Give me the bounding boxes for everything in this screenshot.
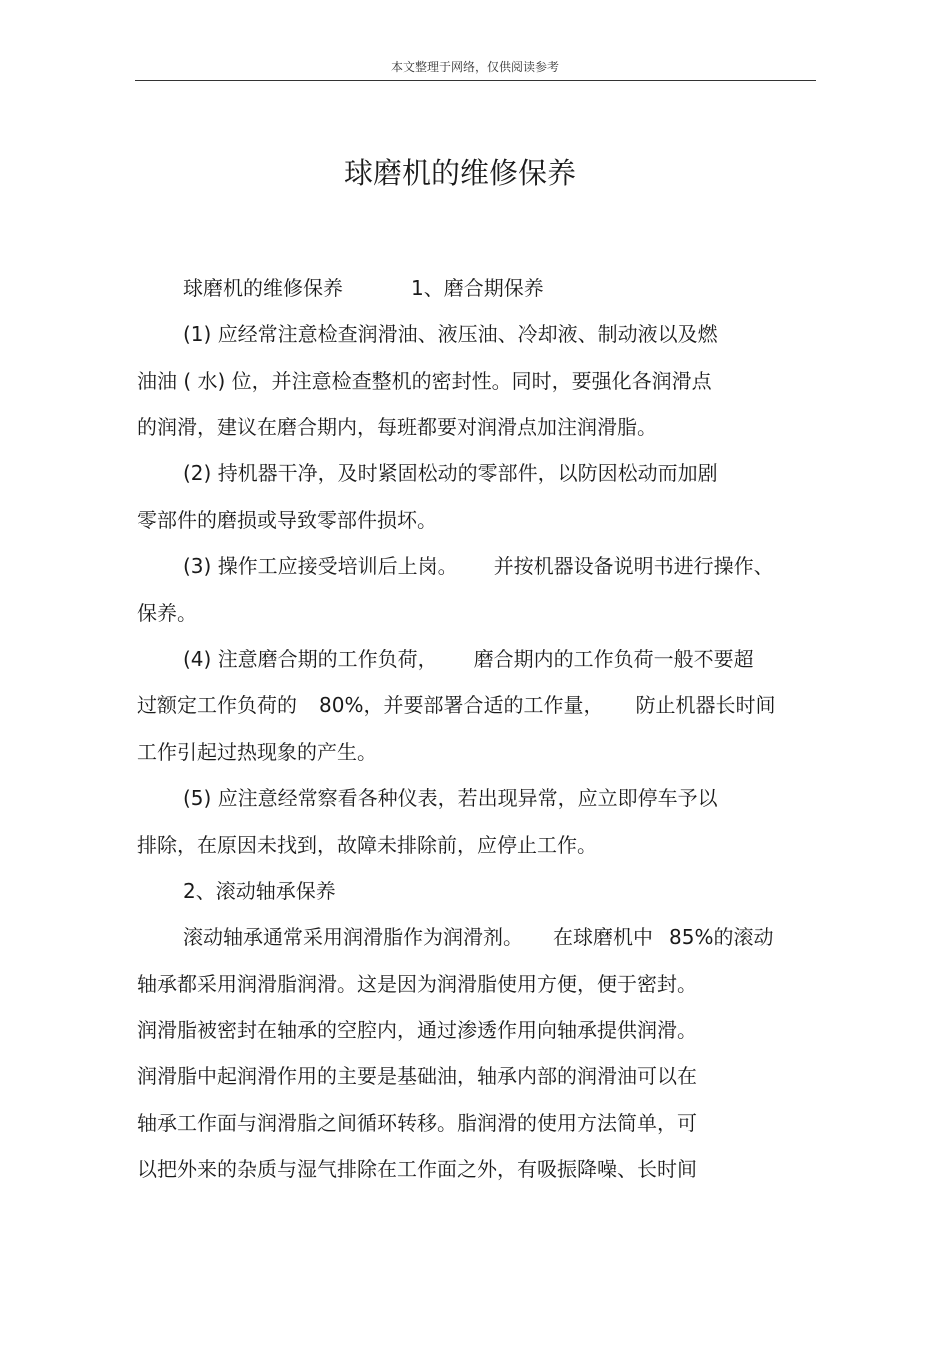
paragraph-line	[137, 1110, 697, 1136]
paragraph-line	[137, 600, 197, 626]
line-segment: 在球磨机中	[553, 925, 653, 949]
line-segment: 过额定工作负荷的	[137, 693, 297, 717]
line-segment: 以把外来的杂质与湿气排除在工作面之外，有吸振降噪、长时间	[137, 1157, 697, 1181]
paragraph-line	[137, 414, 657, 440]
paragraph-line	[137, 692, 775, 718]
line-segment: 轴承都采用润滑脂润滑。这是因为润滑脂使用方便，便于密封。	[137, 972, 697, 996]
paragraph-line	[183, 924, 773, 950]
line-segment: 保养。	[137, 601, 197, 625]
line-segment: 油油 ( 水) 位，并注意检查整机的密封性。同时，要强化各润滑点	[137, 369, 712, 393]
line-segment: 工作引起过热现象的产生。	[137, 740, 377, 764]
line-segment: 滚动轴承通常采用润滑脂作为润滑剂。	[183, 925, 523, 949]
section-heading	[183, 878, 336, 904]
line-segment: 润滑脂被密封在轴承的空腔内，通过渗透作用向轴承提供润滑。	[137, 1018, 697, 1042]
line-segment: 2、滚动轴承保养	[183, 879, 336, 903]
line-segment: 80%，并要部署合适的工作量，	[319, 693, 604, 717]
line-segment: (3) 操作工应接受培训后上岗。	[183, 554, 458, 578]
paragraph-line	[137, 1063, 697, 1089]
line-segment: 球磨机的维修保养	[183, 276, 343, 300]
line-segment: (5) 应注意经常察看各种仪表，若出现异常，应立即停车予以	[183, 786, 718, 810]
paragraph-line	[137, 832, 597, 858]
line-segment: 防止机器长时间	[635, 693, 776, 717]
line-segment: 润滑脂中起润滑作用的主要是基础油，轴承内部的润滑油可以在	[137, 1064, 697, 1088]
header-note: 本文整理于网络，仅供阅读参考	[390, 60, 559, 74]
line-segment: 磨合期内的工作负荷一般不要超	[473, 647, 754, 671]
line-segment: 1、磨合期保养	[411, 276, 544, 300]
document-title: 球磨机的维修保养	[343, 156, 576, 190]
line-segment: 零部件的磨损或导致零部件损坏。	[137, 508, 437, 532]
line-segment: (2) 持机器干净，及时紧固松动的零部件，以防因松动而加剧	[183, 461, 718, 485]
paragraph-line	[137, 971, 697, 997]
paragraph-line	[183, 321, 718, 347]
header-divider	[135, 80, 816, 81]
paragraph-line	[137, 1017, 697, 1043]
paragraph-line	[137, 739, 377, 765]
line-segment: 85%的滚动	[669, 925, 774, 949]
paragraph-line	[137, 1156, 697, 1182]
paragraph-line	[183, 553, 774, 579]
paragraph-line	[137, 507, 437, 533]
line-segment: 的润滑，建议在磨合期内，每班都要对润滑点加注润滑脂。	[137, 415, 657, 439]
paragraph-line	[183, 460, 718, 486]
line-segment: (1) 应经常注意检查润滑油、液压油、冷却液、制动液以及燃	[183, 322, 718, 346]
line-segment: 轴承工作面与润滑脂之间循环转移。脂润滑的使用方法简单，可	[137, 1111, 697, 1135]
paragraph-line	[137, 368, 712, 394]
paragraph-line	[183, 275, 544, 301]
line-segment: (4) 注意磨合期的工作负荷，	[183, 647, 438, 671]
line-segment: 并按机器设备说明书进行操作、	[493, 554, 774, 578]
paragraph-line	[183, 785, 718, 811]
paragraph-line	[183, 646, 754, 672]
line-segment: 排除，在原因未找到，故障未排除前，应停止工作。	[137, 833, 597, 857]
